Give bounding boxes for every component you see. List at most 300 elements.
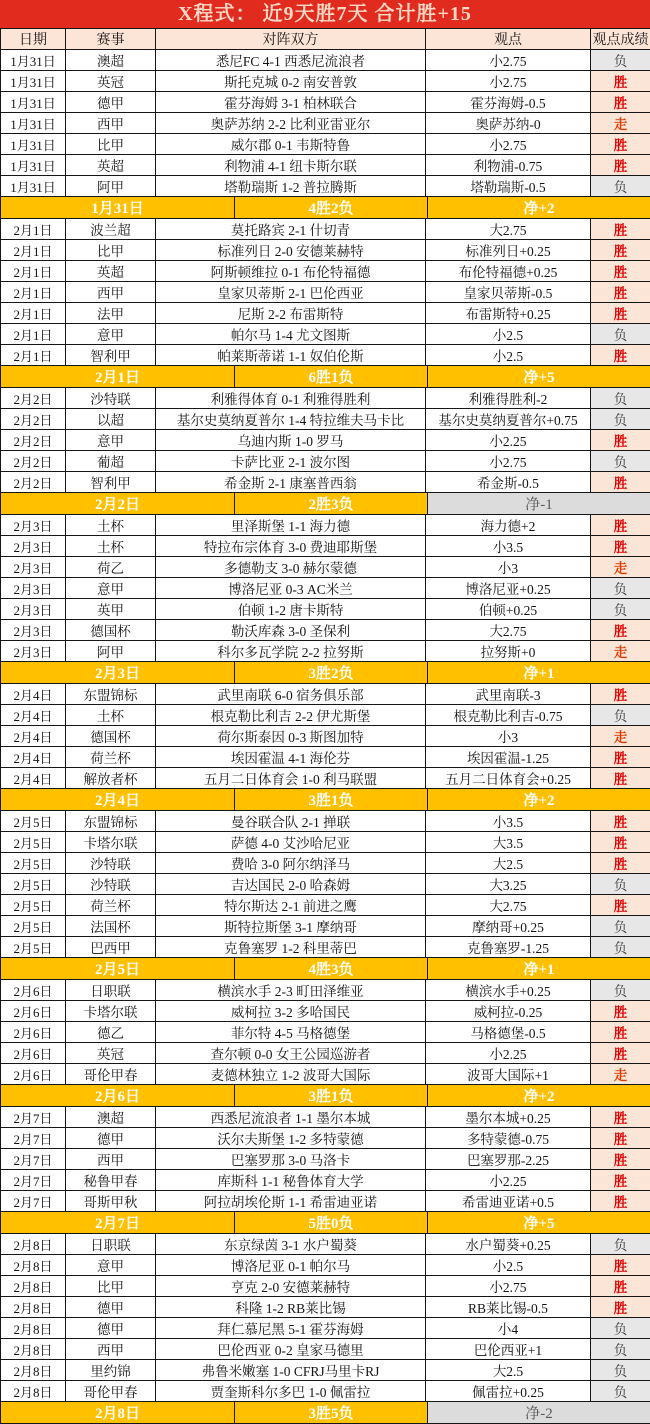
- row-result: 胜: [591, 620, 650, 641]
- row-match: 东京绿茵 3-1 水户蜀葵: [156, 1234, 426, 1255]
- row-result: 胜: [591, 832, 650, 853]
- table-row: [1, 1255, 650, 1276]
- row-match: 麦德林独立 1-2 波哥大国际: [156, 1064, 426, 1085]
- table-row: [1, 1128, 650, 1149]
- row-date: 2月8日: [1, 1255, 66, 1276]
- summary-record: 3胜1负: [234, 1085, 427, 1106]
- summary-date: 2月7日: [1, 1212, 234, 1233]
- row-date: 2月3日: [1, 599, 66, 620]
- row-date: 2月1日: [1, 240, 66, 261]
- row-league: 荷兰杯: [66, 747, 156, 768]
- table-row: [1, 980, 650, 1001]
- row-league: 卡塔尔联: [66, 1001, 156, 1022]
- table-row: [1, 1043, 650, 1064]
- row-date: 2月3日: [1, 620, 66, 641]
- table-row: [1, 1170, 650, 1191]
- row-result: 胜: [591, 536, 650, 557]
- row-result: 负: [591, 1381, 650, 1402]
- summary-net: 净+2: [427, 197, 650, 218]
- row-date: 2月6日: [1, 1064, 66, 1085]
- row-date: 2月8日: [1, 1297, 66, 1318]
- table-row: [1, 1276, 650, 1297]
- row-match: 博洛尼亚 0-1 帕尔马: [156, 1255, 426, 1276]
- row-match: 悉尼FC 4-1 西悉尼流浪者: [156, 50, 426, 71]
- table-row: [1, 620, 650, 641]
- table-row: [1, 1381, 650, 1402]
- row-league: 卡塔尔联: [66, 832, 156, 853]
- summary-record: 6胜1负: [234, 366, 427, 387]
- row-view: 博洛尼亚+0.25: [426, 578, 591, 599]
- summary-cell: [1, 958, 650, 980]
- row-league: 法甲: [66, 303, 156, 324]
- summary-cell: [1, 493, 650, 515]
- row-date: 2月5日: [1, 895, 66, 916]
- row-league: 英冠: [66, 1043, 156, 1064]
- row-match: 尼斯 2-2 布雷斯特: [156, 303, 426, 324]
- summary-date: 2月1日: [1, 366, 234, 387]
- page-title: X程式： 近9天胜7天 合计胜+15: [0, 0, 650, 28]
- row-match: 特拉布宗体育 3-0 费迪耶斯堡: [156, 536, 426, 557]
- row-date: 2月5日: [1, 832, 66, 853]
- row-league: 沙特联: [66, 853, 156, 874]
- row-match: 博洛尼亚 0-3 AC米兰: [156, 578, 426, 599]
- row-view: 克鲁塞罗-1.25: [426, 937, 591, 958]
- row-match: 沃尔夫斯堡 1-2 多特蒙德: [156, 1128, 426, 1149]
- row-view: 巴伦西亚+1: [426, 1339, 591, 1360]
- table-row: [1, 515, 650, 536]
- row-result: 胜: [591, 430, 650, 451]
- row-view: 威柯拉-0.25: [426, 1001, 591, 1022]
- row-date: 2月6日: [1, 1022, 66, 1043]
- row-view: 摩纳哥+0.25: [426, 916, 591, 937]
- row-view: 小2.75: [426, 1276, 591, 1297]
- row-result: 负: [591, 916, 650, 937]
- row-result: 负: [591, 324, 650, 345]
- table-row: [1, 536, 650, 557]
- row-view: 埃因霍温-1.25: [426, 747, 591, 768]
- row-view: 小2.5: [426, 1255, 591, 1276]
- row-result: 胜: [591, 747, 650, 768]
- row-match: 弗鲁米嫩塞 1-0 CFRJ马里卡RJ: [156, 1360, 426, 1381]
- row-result: 负: [591, 937, 650, 958]
- summary-net: 净+5: [427, 1212, 650, 1233]
- row-result: 胜: [591, 515, 650, 536]
- row-view: 小4: [426, 1318, 591, 1339]
- row-date: 2月8日: [1, 1360, 66, 1381]
- row-match: 帕莱斯蒂诺 1-1 奴伯伦斯: [156, 345, 426, 366]
- table-row: [1, 937, 650, 958]
- row-league: 德甲: [66, 1297, 156, 1318]
- row-result: 胜: [591, 1001, 650, 1022]
- row-league: 哥伦甲春: [66, 1381, 156, 1402]
- row-view: 小2.75: [426, 451, 591, 472]
- row-league: 西甲: [66, 113, 156, 134]
- summary-row: [1, 197, 650, 219]
- row-match: 萨德 4-0 艾沙哈尼亚: [156, 832, 426, 853]
- row-date: 2月1日: [1, 282, 66, 303]
- row-result: 胜: [591, 261, 650, 282]
- row-result: 胜: [591, 282, 650, 303]
- row-match: 标准列日 2-0 安德莱赫特: [156, 240, 426, 261]
- row-result: 负: [591, 451, 650, 472]
- row-league: 澳超: [66, 50, 156, 71]
- row-match: 横滨水手 2-3 町田泽维亚: [156, 980, 426, 1001]
- row-date: 2月4日: [1, 768, 66, 789]
- summary-cell: [1, 1085, 650, 1107]
- summary-cell: [1, 366, 650, 388]
- row-league: 西甲: [66, 282, 156, 303]
- summary-cell: [1, 1212, 650, 1234]
- row-league: 东盟锦标: [66, 684, 156, 705]
- row-match: 莫托路宾 2-1 什切青: [156, 219, 426, 240]
- row-date: 2月1日: [1, 345, 66, 366]
- header-row: [1, 29, 650, 50]
- row-match: 多德勒支 3-0 赫尔蒙德: [156, 557, 426, 578]
- summary-cell: [1, 662, 650, 684]
- row-match: 卡萨比亚 2-1 波尔图: [156, 451, 426, 472]
- row-match: 斯特拉斯堡 3-1 摩纳哥: [156, 916, 426, 937]
- row-league: 沙特联: [66, 388, 156, 409]
- row-view: 五月二日体育会+0.25: [426, 768, 591, 789]
- row-view: 大2.75: [426, 219, 591, 240]
- row-view: 小2.25: [426, 1043, 591, 1064]
- row-match: 拜仁慕尼黑 5-1 霍芬海姆: [156, 1318, 426, 1339]
- summary-row: [1, 662, 650, 684]
- row-league: 荷乙: [66, 557, 156, 578]
- row-result: 负: [591, 1339, 650, 1360]
- row-league: 巴西甲: [66, 937, 156, 958]
- row-date: 2月5日: [1, 916, 66, 937]
- row-result: 胜: [591, 1022, 650, 1043]
- row-result: 胜: [591, 303, 650, 324]
- row-match: 克鲁塞罗 1-2 科里蒂巴: [156, 937, 426, 958]
- col-header-league: 赛事: [66, 29, 156, 50]
- row-result: 负: [591, 1318, 650, 1339]
- summary-net: 净+1: [427, 662, 650, 683]
- table-row: [1, 578, 650, 599]
- row-league: 土杯: [66, 536, 156, 557]
- table-row: [1, 895, 650, 916]
- row-view: 大2.75: [426, 620, 591, 641]
- row-league: 比甲: [66, 134, 156, 155]
- row-view: 布雷斯特+0.25: [426, 303, 591, 324]
- row-date: 2月8日: [1, 1318, 66, 1339]
- summary-record: 2胜3负: [234, 493, 427, 514]
- table-row: [1, 261, 650, 282]
- table-row: [1, 1318, 650, 1339]
- row-result: 走: [591, 1064, 650, 1085]
- row-league: 澳超: [66, 1107, 156, 1128]
- summary-date: 1月31日: [1, 197, 234, 218]
- row-result: 胜: [591, 71, 650, 92]
- row-league: 德甲: [66, 1128, 156, 1149]
- table-row: [1, 240, 650, 261]
- row-match: 阿斯顿维拉 0-1 布伦特福德: [156, 261, 426, 282]
- row-match: 菲尔特 4-5 马格德堡: [156, 1022, 426, 1043]
- row-match: 武里南联 6-0 宿务俱乐部: [156, 684, 426, 705]
- row-date: 2月8日: [1, 1276, 66, 1297]
- row-league: 哥斯甲秋: [66, 1191, 156, 1212]
- row-date: 2月3日: [1, 641, 66, 662]
- row-league: 英超: [66, 155, 156, 176]
- row-view: 小2.5: [426, 345, 591, 366]
- summary-net: 净+2: [427, 1085, 650, 1106]
- table-row: [1, 1360, 650, 1381]
- row-league: 日职联: [66, 980, 156, 1001]
- row-view: 大2.5: [426, 1360, 591, 1381]
- summary-row: [1, 493, 650, 515]
- row-match: 皇家贝蒂斯 2-1 巴伦西亚: [156, 282, 426, 303]
- row-league: 比甲: [66, 240, 156, 261]
- row-date: 1月31日: [1, 113, 66, 134]
- row-date: 2月7日: [1, 1128, 66, 1149]
- row-result: 负: [591, 599, 650, 620]
- row-result: 走: [591, 557, 650, 578]
- row-view: 巴塞罗那-2.25: [426, 1149, 591, 1170]
- row-result: 胜: [591, 768, 650, 789]
- summary-record: 3胜1负: [234, 789, 427, 810]
- row-view: 多特蒙德-0.75: [426, 1128, 591, 1149]
- row-view: 水户蜀葵+0.25: [426, 1234, 591, 1255]
- row-result: 胜: [591, 345, 650, 366]
- row-date: 2月5日: [1, 874, 66, 895]
- row-result: 胜: [591, 92, 650, 113]
- row-league: 德甲: [66, 92, 156, 113]
- row-view: 小3: [426, 726, 591, 747]
- summary-net: 净+1: [427, 958, 650, 979]
- row-date: 2月4日: [1, 684, 66, 705]
- summary-row: [1, 1402, 650, 1424]
- row-date: 2月6日: [1, 1043, 66, 1064]
- row-result: 胜: [591, 1255, 650, 1276]
- table-row: [1, 684, 650, 705]
- row-match: 威柯拉 3-2 多哈国民: [156, 1001, 426, 1022]
- row-date: 2月3日: [1, 515, 66, 536]
- row-league: 荷兰杯: [66, 895, 156, 916]
- table-row: [1, 50, 650, 71]
- row-result: 胜: [591, 472, 650, 493]
- row-league: 意甲: [66, 324, 156, 345]
- summary-net: 净+5: [427, 366, 650, 387]
- row-league: 比甲: [66, 1276, 156, 1297]
- summary-row: [1, 958, 650, 980]
- row-result: 走: [591, 113, 650, 134]
- row-date: 2月5日: [1, 811, 66, 832]
- row-view: 伯顿+0.25: [426, 599, 591, 620]
- table-row: [1, 853, 650, 874]
- row-result: 负: [591, 1360, 650, 1381]
- row-league: 德甲: [66, 1318, 156, 1339]
- row-view: 小3.5: [426, 536, 591, 557]
- row-date: 1月31日: [1, 134, 66, 155]
- row-date: 2月7日: [1, 1149, 66, 1170]
- row-match: 吉达国民 2-0 哈森姆: [156, 874, 426, 895]
- row-match: 科隆 1-2 RB莱比锡: [156, 1297, 426, 1318]
- row-date: 2月6日: [1, 1001, 66, 1022]
- row-match: 根克勒比利吉 2-2 伊尤斯堡: [156, 705, 426, 726]
- col-header-view: 观点: [426, 29, 591, 50]
- row-match: 帕尔马 1-4 尤文图斯: [156, 324, 426, 345]
- row-result: 负: [591, 176, 650, 197]
- table-row: [1, 282, 650, 303]
- row-match: 奥萨苏纳 2-2 比利亚雷亚尔: [156, 113, 426, 134]
- table-row: [1, 811, 650, 832]
- summary-date: 2月3日: [1, 662, 234, 683]
- row-view: 希雷迪亚诺+0.5: [426, 1191, 591, 1212]
- row-view: 波哥大国际+1: [426, 1064, 591, 1085]
- row-match: 伯顿 1-2 唐卡斯特: [156, 599, 426, 620]
- row-match: 霍芬海姆 3-1 柏林联合: [156, 92, 426, 113]
- summary-row: [1, 1085, 650, 1107]
- row-match: 库斯科 1-1 秘鲁体育大学: [156, 1170, 426, 1191]
- table-row: [1, 451, 650, 472]
- row-match: 巴塞罗那 3-0 马洛卡: [156, 1149, 426, 1170]
- row-result: 胜: [591, 1276, 650, 1297]
- row-match: 利物浦 4-1 纽卡斯尔联: [156, 155, 426, 176]
- table-row: [1, 113, 650, 134]
- row-league: 葡超: [66, 451, 156, 472]
- row-date: 2月7日: [1, 1107, 66, 1128]
- row-result: 胜: [591, 1128, 650, 1149]
- row-date: 2月3日: [1, 578, 66, 599]
- row-league: 解放者杯: [66, 768, 156, 789]
- row-view: 武里南联-3: [426, 684, 591, 705]
- row-view: 小2.25: [426, 430, 591, 451]
- summary-net: 净-2: [427, 1402, 650, 1423]
- row-match: 阿拉胡埃伦斯 1-1 希雷迪亚诺: [156, 1191, 426, 1212]
- row-result: 胜: [591, 155, 650, 176]
- row-date: 2月4日: [1, 747, 66, 768]
- row-view: 小3.5: [426, 811, 591, 832]
- table-row: [1, 303, 650, 324]
- row-result: 胜: [591, 1149, 650, 1170]
- row-result: 胜: [591, 1170, 650, 1191]
- row-match: 巴伦西亚 0-2 皇家马德里: [156, 1339, 426, 1360]
- row-view: 小2.75: [426, 134, 591, 155]
- summary-record: 5胜0负: [234, 1212, 427, 1233]
- row-result: 胜: [591, 240, 650, 261]
- table-row: [1, 1064, 650, 1085]
- table-row: [1, 219, 650, 240]
- table-row: [1, 916, 650, 937]
- row-league: 法国杯: [66, 916, 156, 937]
- row-league: 哥伦甲春: [66, 1064, 156, 1085]
- row-match: 费哈 3-0 阿尔纳泽马: [156, 853, 426, 874]
- table-row: [1, 874, 650, 895]
- row-date: 2月2日: [1, 409, 66, 430]
- table-row: [1, 768, 650, 789]
- summary-date: 2月4日: [1, 789, 234, 810]
- row-date: 2月8日: [1, 1234, 66, 1255]
- summary-cell: [1, 197, 650, 219]
- row-result: 胜: [591, 853, 650, 874]
- row-result: 胜: [591, 1191, 650, 1212]
- row-date: 2月8日: [1, 1381, 66, 1402]
- row-league: 德国杯: [66, 726, 156, 747]
- table-row: [1, 557, 650, 578]
- row-result: 胜: [591, 811, 650, 832]
- row-result: 负: [591, 388, 650, 409]
- row-date: 2月1日: [1, 303, 66, 324]
- row-league: 以超: [66, 409, 156, 430]
- row-match: 希金斯 2-1 康塞普西翁: [156, 472, 426, 493]
- results-table: [0, 28, 650, 1424]
- row-league: 意甲: [66, 578, 156, 599]
- row-match: 利雅得体育 0-1 利雅得胜利: [156, 388, 426, 409]
- table-row: [1, 472, 650, 493]
- row-view: 小3: [426, 557, 591, 578]
- table-row: [1, 345, 650, 366]
- summary-date: 2月6日: [1, 1085, 234, 1106]
- row-date: 2月2日: [1, 430, 66, 451]
- summary-date: 2月8日: [1, 1402, 234, 1423]
- row-date: 2月2日: [1, 388, 66, 409]
- row-league: 土杯: [66, 515, 156, 536]
- row-match: 特尔斯达 2-1 前进之鹰: [156, 895, 426, 916]
- row-match: 曼谷联合队 2-1 掸联: [156, 811, 426, 832]
- row-view: 布伦特福德+0.25: [426, 261, 591, 282]
- row-result: 胜: [591, 895, 650, 916]
- row-result: 胜: [591, 1297, 650, 1318]
- row-date: 2月5日: [1, 853, 66, 874]
- row-league: 东盟锦标: [66, 811, 156, 832]
- table-row: [1, 134, 650, 155]
- row-date: 2月7日: [1, 1170, 66, 1191]
- row-league: 沙特联: [66, 874, 156, 895]
- row-result: 胜: [591, 219, 650, 240]
- row-result: 负: [591, 980, 650, 1001]
- row-date: 2月3日: [1, 557, 66, 578]
- table-row: [1, 641, 650, 662]
- row-view: 塔勒瑞斯-0.5: [426, 176, 591, 197]
- summary-row: [1, 789, 650, 811]
- row-match: 埃因霍温 4-1 海伦芬: [156, 747, 426, 768]
- row-date: 1月31日: [1, 92, 66, 113]
- row-date: 2月4日: [1, 705, 66, 726]
- row-view: 利雅得胜利-2: [426, 388, 591, 409]
- row-view: 大3.5: [426, 832, 591, 853]
- row-league: 阿甲: [66, 641, 156, 662]
- row-league: 英甲: [66, 599, 156, 620]
- row-result: 负: [591, 409, 650, 430]
- row-match: 塔勒瑞斯 1-2 普拉腾斯: [156, 176, 426, 197]
- table-row: [1, 92, 650, 113]
- row-result: 走: [591, 726, 650, 747]
- row-match: 荷尔斯泰因 0-3 斯图加特: [156, 726, 426, 747]
- table-row: [1, 409, 650, 430]
- table-row: [1, 1022, 650, 1043]
- col-header-match: 对阵双方: [156, 29, 426, 50]
- row-match: 里泽斯堡 1-1 海力德: [156, 515, 426, 536]
- row-league: 意甲: [66, 1255, 156, 1276]
- row-date: 2月8日: [1, 1339, 66, 1360]
- row-view: 皇家贝蒂斯-0.5: [426, 282, 591, 303]
- row-date: 2月2日: [1, 472, 66, 493]
- row-league: 英冠: [66, 71, 156, 92]
- row-league: 里约锦: [66, 1360, 156, 1381]
- row-result: 负: [591, 705, 650, 726]
- summary-record: 3胜5负: [234, 1402, 427, 1423]
- row-view: 海力德+2: [426, 515, 591, 536]
- row-league: 日职联: [66, 1234, 156, 1255]
- row-date: 2月7日: [1, 1191, 66, 1212]
- table-row: [1, 1191, 650, 1212]
- summary-record: 3胜2负: [234, 662, 427, 683]
- table-row: [1, 176, 650, 197]
- row-result: 负: [591, 874, 650, 895]
- row-date: 2月1日: [1, 261, 66, 282]
- table-row: [1, 324, 650, 345]
